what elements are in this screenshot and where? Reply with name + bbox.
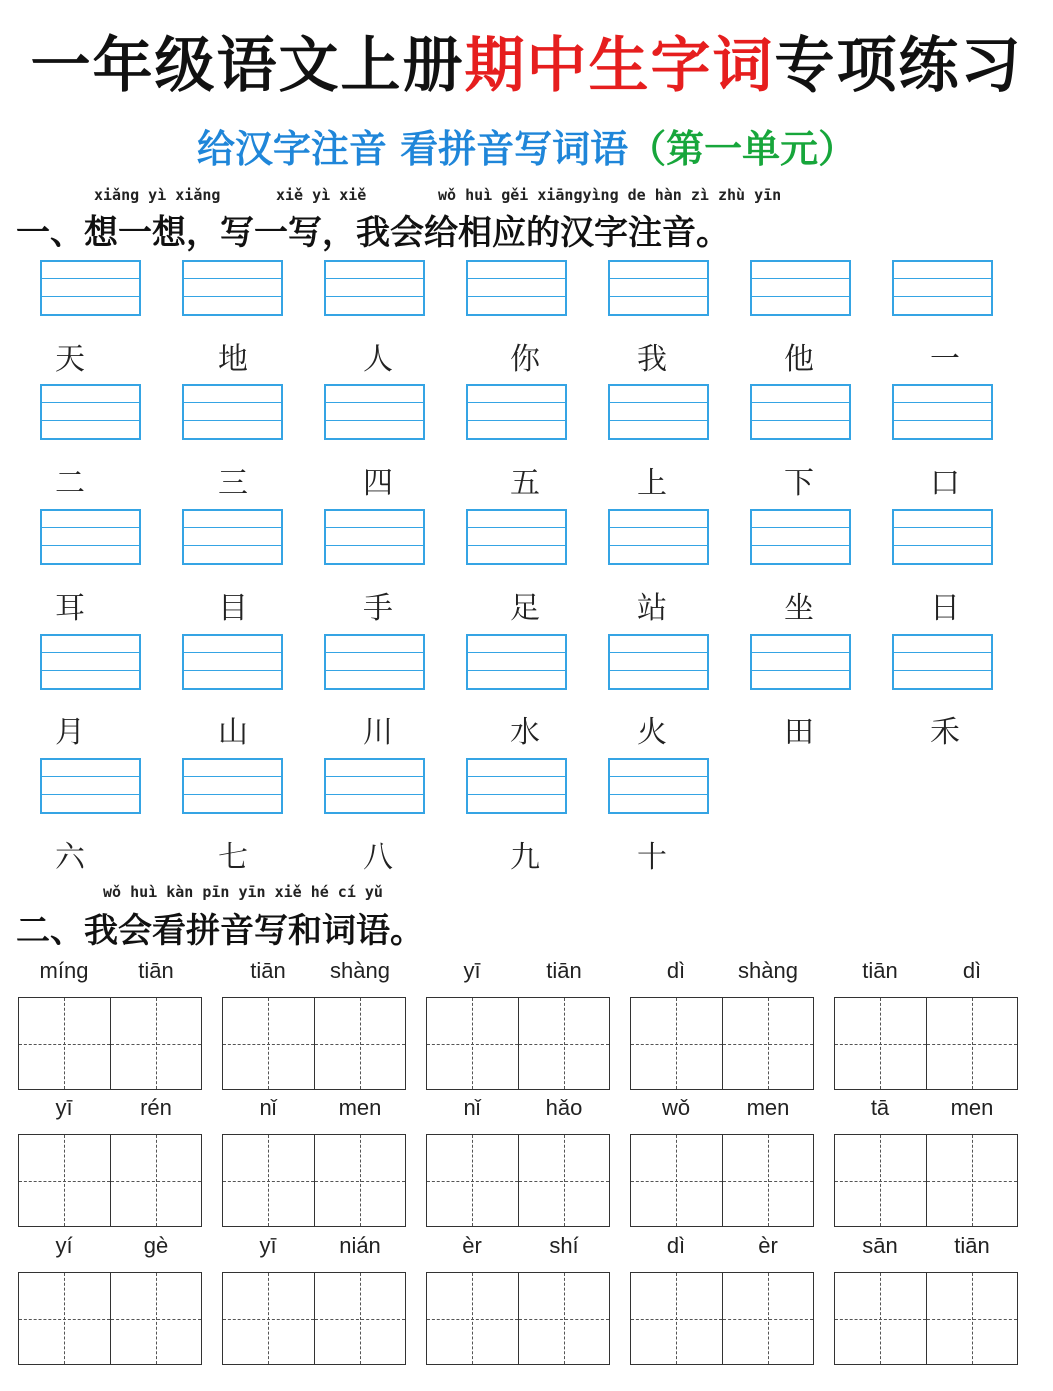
- word-pinyin-label: tiān: [138, 958, 174, 983]
- guide-line-horizontal: [723, 1044, 814, 1045]
- tianzige-cell[interactable]: [926, 998, 1018, 1089]
- guide-line-horizontal: [519, 1319, 610, 1320]
- hanzi-character: 五: [510, 466, 540, 501]
- pinyin-answer-box[interactable]: [750, 260, 851, 316]
- tianzige-writing-box[interactable]: [630, 1272, 814, 1365]
- tianzige-cell[interactable]: [631, 1135, 722, 1226]
- tianzige-cell[interactable]: [722, 998, 814, 1089]
- word-pinyin-label: wǒ: [661, 1095, 691, 1120]
- tianzige-cell[interactable]: [314, 1135, 406, 1226]
- hanzi-character: 你: [510, 342, 540, 377]
- tianzige-writing-box[interactable]: [630, 1134, 814, 1227]
- tianzige-writing-box[interactable]: [222, 1134, 406, 1227]
- guide-line-horizontal: [927, 1181, 1018, 1182]
- tianzige-writing-box[interactable]: [222, 997, 406, 1090]
- word-pinyin-label: tā: [870, 1095, 890, 1120]
- word-pinyin-label: èr: [462, 1233, 482, 1258]
- hanzi-character: 六: [55, 840, 85, 875]
- hanzi-character: 他: [784, 342, 814, 377]
- tianzige-cell[interactable]: [631, 998, 722, 1089]
- tianzige-writing-box[interactable]: [834, 1134, 1018, 1227]
- word-pinyin-label: gè: [143, 1233, 169, 1258]
- hanzi-character: 三: [218, 466, 248, 501]
- word-pinyin-label: shàng: [330, 958, 390, 983]
- tianzige-cell[interactable]: [223, 1273, 314, 1364]
- title-highlight: 期中生字词: [464, 31, 775, 101]
- guide-line-horizontal: [519, 1044, 610, 1045]
- tianzige-writing-box[interactable]: [18, 1134, 202, 1227]
- hanzi-character: 下: [784, 466, 814, 501]
- tianzige-writing-box[interactable]: [222, 1272, 406, 1365]
- hanzi-character: 月: [55, 715, 85, 750]
- page-subtitle: [0, 118, 1053, 173]
- tianzige-cell[interactable]: [835, 1273, 926, 1364]
- hanzi-character: 山: [218, 715, 248, 750]
- pinyin-answer-box[interactable]: [182, 634, 283, 690]
- hanzi-character: 地: [218, 342, 248, 377]
- pinyin-answer-box[interactable]: [324, 260, 425, 316]
- subtitle-main: 给汉字注音 看拼音写词语: [196, 127, 629, 171]
- tianzige-cell[interactable]: [722, 1273, 814, 1364]
- word-pinyin-label: hǎo: [545, 1095, 583, 1120]
- word-pinyin-label: dì: [666, 1233, 686, 1258]
- pinyin-answer-box[interactable]: [750, 509, 851, 565]
- tianzige-cell[interactable]: [427, 1135, 518, 1226]
- word-pinyin-label: nǐ: [259, 1095, 277, 1120]
- pinyin-answer-box[interactable]: [466, 634, 567, 690]
- tianzige-writing-box[interactable]: [426, 1272, 610, 1365]
- hanzi-character: 七: [218, 840, 248, 875]
- hanzi-character: 手: [363, 591, 393, 626]
- hanzi-character: 日: [930, 591, 960, 626]
- pinyin-answer-box[interactable]: [892, 634, 993, 690]
- section1-pinyin-2: xiě yì xiě: [276, 186, 367, 204]
- tianzige-cell[interactable]: [518, 1135, 610, 1226]
- word-pinyin-label: tiān: [546, 958, 582, 983]
- tianzige-cell[interactable]: [110, 1135, 202, 1226]
- guide-line-horizontal: [223, 1319, 314, 1320]
- section1-title: 一、想一想，写一写，我会给相应的汉字注音。: [16, 213, 730, 253]
- tianzige-cell[interactable]: [835, 1135, 926, 1226]
- pinyin-answer-box[interactable]: [750, 384, 851, 440]
- tianzige-cell[interactable]: [518, 1273, 610, 1364]
- word-pinyin-label: tiān: [250, 958, 286, 983]
- tianzige-writing-box[interactable]: [426, 1134, 610, 1227]
- hanzi-character: 十: [637, 840, 667, 875]
- pinyin-answer-box[interactable]: [608, 758, 709, 814]
- tianzige-writing-box[interactable]: [426, 997, 610, 1090]
- word-pinyin-label: shí: [549, 1233, 579, 1258]
- hanzi-character: 禾: [930, 715, 960, 750]
- pinyin-answer-box[interactable]: [182, 260, 283, 316]
- tianzige-writing-box[interactable]: [18, 1272, 202, 1365]
- guide-line-horizontal: [19, 1181, 110, 1182]
- subtitle-unit: （第一单元）: [628, 127, 857, 171]
- hanzi-character: 耳: [55, 591, 85, 626]
- hanzi-character: 八: [363, 840, 393, 875]
- pinyin-answer-box[interactable]: [324, 758, 425, 814]
- guide-line-horizontal: [315, 1044, 406, 1045]
- hanzi-character: 水: [510, 715, 540, 750]
- guide-line-horizontal: [631, 1181, 722, 1182]
- section2-title: 二、我会看拼音写和词语。: [16, 911, 424, 951]
- tianzige-cell[interactable]: [19, 1273, 110, 1364]
- pinyin-answer-box[interactable]: [324, 634, 425, 690]
- section1-pinyin-3: wǒ huì gěi xiāngyìng de hàn zì zhù yīn: [438, 186, 782, 204]
- word-pinyin-label: èr: [758, 1233, 778, 1258]
- hanzi-character: 一: [930, 342, 960, 377]
- tianzige-cell[interactable]: [926, 1135, 1018, 1226]
- hanzi-character: 天: [55, 342, 85, 377]
- pinyin-answer-box[interactable]: [40, 634, 141, 690]
- word-pinyin-label: yī: [55, 1095, 73, 1120]
- pinyin-answer-box[interactable]: [466, 758, 567, 814]
- guide-line-horizontal: [723, 1319, 814, 1320]
- pinyin-answer-box[interactable]: [608, 260, 709, 316]
- guide-line-horizontal: [631, 1319, 722, 1320]
- guide-line-horizontal: [927, 1044, 1018, 1045]
- tianzige-cell[interactable]: [314, 1273, 406, 1364]
- pinyin-answer-box[interactable]: [466, 509, 567, 565]
- guide-line-horizontal: [835, 1044, 926, 1045]
- word-pinyin-label: dì: [962, 958, 982, 983]
- guide-line-horizontal: [111, 1319, 202, 1320]
- guide-line-horizontal: [427, 1044, 518, 1045]
- word-pinyin-label: nǐ: [463, 1095, 481, 1120]
- word-pinyin-label: men: [950, 1095, 994, 1120]
- tianzige-cell[interactable]: [110, 998, 202, 1089]
- guide-line-horizontal: [427, 1181, 518, 1182]
- tianzige-cell[interactable]: [427, 1273, 518, 1364]
- word-pinyin-label: tiān: [862, 958, 898, 983]
- word-pinyin-label: míng: [39, 958, 89, 983]
- hanzi-character: 九: [510, 840, 540, 875]
- word-pinyin-label: rén: [140, 1095, 172, 1120]
- word-pinyin-label: yī: [259, 1233, 277, 1258]
- pinyin-answer-box[interactable]: [182, 384, 283, 440]
- word-pinyin-label: yī: [463, 958, 481, 983]
- pinyin-answer-box[interactable]: [466, 260, 567, 316]
- word-pinyin-label: nián: [339, 1233, 381, 1258]
- word-pinyin-label: men: [338, 1095, 382, 1120]
- hanzi-character: 口: [930, 466, 960, 501]
- pinyin-answer-box[interactable]: [324, 384, 425, 440]
- word-pinyin-label: dì: [666, 958, 686, 983]
- hanzi-character: 川: [363, 715, 393, 750]
- word-pinyin-label: tiān: [954, 1233, 990, 1258]
- pinyin-answer-box[interactable]: [182, 758, 283, 814]
- tianzige-cell[interactable]: [518, 998, 610, 1089]
- guide-line-horizontal: [223, 1181, 314, 1182]
- pinyin-answer-box[interactable]: [40, 260, 141, 316]
- tianzige-cell[interactable]: [722, 1135, 814, 1226]
- hanzi-character: 田: [784, 715, 814, 750]
- tianzige-writing-box[interactable]: [630, 997, 814, 1090]
- pinyin-answer-box[interactable]: [40, 384, 141, 440]
- pinyin-answer-box[interactable]: [466, 384, 567, 440]
- pinyin-answer-box[interactable]: [182, 509, 283, 565]
- section1-pinyin-1: xiǎng yì xiǎng: [94, 186, 221, 204]
- pinyin-answer-box[interactable]: [40, 758, 141, 814]
- word-pinyin-label: shàng: [738, 958, 798, 983]
- guide-line-horizontal: [111, 1044, 202, 1045]
- guide-line-horizontal: [223, 1044, 314, 1045]
- tianzige-cell[interactable]: [926, 1273, 1018, 1364]
- tianzige-cell[interactable]: [19, 1135, 110, 1226]
- hanzi-character: 上: [637, 466, 667, 501]
- guide-line-horizontal: [19, 1044, 110, 1045]
- hanzi-character: 站: [637, 591, 667, 626]
- guide-line-horizontal: [111, 1181, 202, 1182]
- hanzi-character: 我: [637, 342, 667, 377]
- word-pinyin-label: men: [746, 1095, 790, 1120]
- title-part1: 一年级语文上册: [30, 31, 465, 101]
- guide-line-horizontal: [927, 1319, 1018, 1320]
- tianzige-cell[interactable]: [223, 998, 314, 1089]
- hanzi-character: 足: [510, 591, 540, 626]
- word-pinyin-label: sān: [862, 1233, 898, 1258]
- tianzige-cell[interactable]: [835, 998, 926, 1089]
- page-title: [0, 18, 1053, 104]
- tianzige-cell[interactable]: [314, 998, 406, 1089]
- tianzige-cell[interactable]: [110, 1273, 202, 1364]
- pinyin-answer-box[interactable]: [608, 634, 709, 690]
- tianzige-cell[interactable]: [19, 998, 110, 1089]
- pinyin-answer-box[interactable]: [892, 260, 993, 316]
- guide-line-horizontal: [315, 1181, 406, 1182]
- guide-line-horizontal: [427, 1319, 518, 1320]
- pinyin-answer-box[interactable]: [750, 634, 851, 690]
- guide-line-horizontal: [519, 1181, 610, 1182]
- tianzige-writing-box[interactable]: [18, 997, 202, 1090]
- tianzige-cell[interactable]: [223, 1135, 314, 1226]
- tianzige-cell[interactable]: [631, 1273, 722, 1364]
- section2-pinyin: wǒ huì kàn pīn yīn xiě hé cí yǔ: [103, 883, 383, 901]
- hanzi-character: 火: [637, 715, 667, 750]
- pinyin-answer-box[interactable]: [324, 509, 425, 565]
- guide-line-horizontal: [315, 1319, 406, 1320]
- guide-line-horizontal: [835, 1319, 926, 1320]
- hanzi-character: 四: [363, 466, 393, 501]
- pinyin-answer-box[interactable]: [892, 509, 993, 565]
- pinyin-answer-box[interactable]: [608, 509, 709, 565]
- pinyin-answer-box[interactable]: [40, 509, 141, 565]
- hanzi-character: 坐: [784, 591, 814, 626]
- pinyin-answer-box[interactable]: [892, 384, 993, 440]
- guide-line-horizontal: [631, 1044, 722, 1045]
- guide-line-horizontal: [835, 1181, 926, 1182]
- hanzi-character: 人: [363, 342, 393, 377]
- tianzige-cell[interactable]: [427, 998, 518, 1089]
- tianzige-writing-box[interactable]: [834, 1272, 1018, 1365]
- tianzige-writing-box[interactable]: [834, 997, 1018, 1090]
- pinyin-answer-box[interactable]: [608, 384, 709, 440]
- hanzi-character: 二: [55, 466, 85, 501]
- hanzi-character: 目: [218, 591, 248, 626]
- title-part3: 专项练习: [774, 31, 1023, 101]
- guide-line-horizontal: [19, 1319, 110, 1320]
- word-pinyin-label: yí: [55, 1233, 73, 1258]
- guide-line-horizontal: [723, 1181, 814, 1182]
